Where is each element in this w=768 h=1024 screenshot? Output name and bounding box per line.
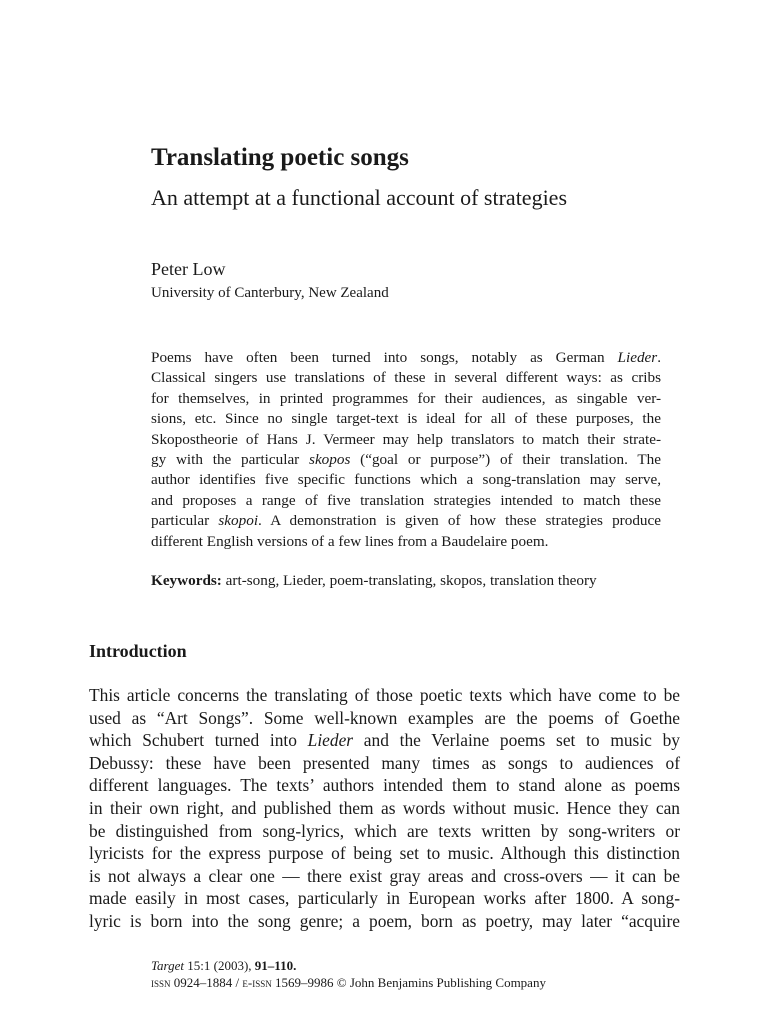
introduction-body <box>89 684 680 933</box>
body-line: in their own right, and published them as words without music. Hence they can <box>89 797 680 818</box>
abstract-line: author identifies five specific functions which a song-translation may serve, <box>151 471 661 489</box>
citation-line: Target 15:1 (2003), 91–110. <box>151 958 297 973</box>
abstract-line: Skopostheorie of Hans J. Vermeer may help translators to match their strate- <box>151 430 661 448</box>
body-line: Debussy: these have been presented many times as songs to audiences of <box>89 752 680 773</box>
abstract-line: for themselves, in printed programmes for their audiences, as singable ver- <box>151 389 661 407</box>
abstract-line: Classical singers use translations of these in several different ways: as cribs <box>151 369 661 387</box>
issn-line: issn 0924–1884 / e-issn 1569–9986 © John Benjamins Publishing Company <box>151 975 546 990</box>
author-name: Peter Low <box>151 259 226 279</box>
body-line: is not always a clear one — there exist gray areas and cross-overs — it can be <box>89 865 680 886</box>
body-line: be distinguished from song-lyrics, which are texts written by song-writers or <box>89 820 680 841</box>
body-line: which Schubert turned into Lieder and the Verlaine poems set to music by <box>89 730 680 751</box>
body-line: lyric is born into the song genre; a poem, born as poetry, may later “acquire <box>89 910 680 931</box>
body-line: different languages. The texts’ authors intended them to stand alone as poems <box>89 775 680 796</box>
body-line: lyricists for the express purpose of being set to music. Although this distinction <box>89 843 680 864</box>
keywords-text: art-song, Lieder, poem-translating, skopos, translation theory <box>221 572 597 589</box>
citation-footer <box>151 957 546 991</box>
keywords <box>151 572 597 590</box>
abstract-line: sions, etc. Since no single target-text is ideal for all of these purposes, the <box>151 410 661 428</box>
journal-name: Target <box>151 958 184 973</box>
abstract-line: gy with the particular skopos (“goal or purpose”) of their translation. The <box>151 451 661 469</box>
body-line: This article concerns the translating of those poetic texts which have come to be <box>89 685 680 705</box>
abstract <box>151 348 661 552</box>
article-title: Translating poetic songs <box>151 144 409 171</box>
article-subtitle: An attempt at a functional account of strategies <box>151 185 568 210</box>
section-heading-introduction: Introduction <box>89 641 187 661</box>
page-range: 91–110. <box>254 958 297 973</box>
body-line: made easily in most cases, particularly in European works after 1800. A song- <box>89 888 680 909</box>
abstract-line: and proposes a range of five translation strategies intended to match these <box>151 491 661 509</box>
abstract-line: particular skopoi. A demonstration is given of how these strategies produce <box>151 512 661 530</box>
abstract-line: different English versions of a few lines from a Baudelaire poem. <box>151 532 549 550</box>
body-line: used as “Art Songs”. Some well-known examples are the poems of Goethe <box>89 707 680 728</box>
abstract-line: Poems have often been turned into songs, notably as German Lieder. <box>151 349 661 366</box>
keywords-label: Keywords: <box>151 572 222 589</box>
author-affiliation: University of Canterbury, New Zealand <box>151 285 389 301</box>
